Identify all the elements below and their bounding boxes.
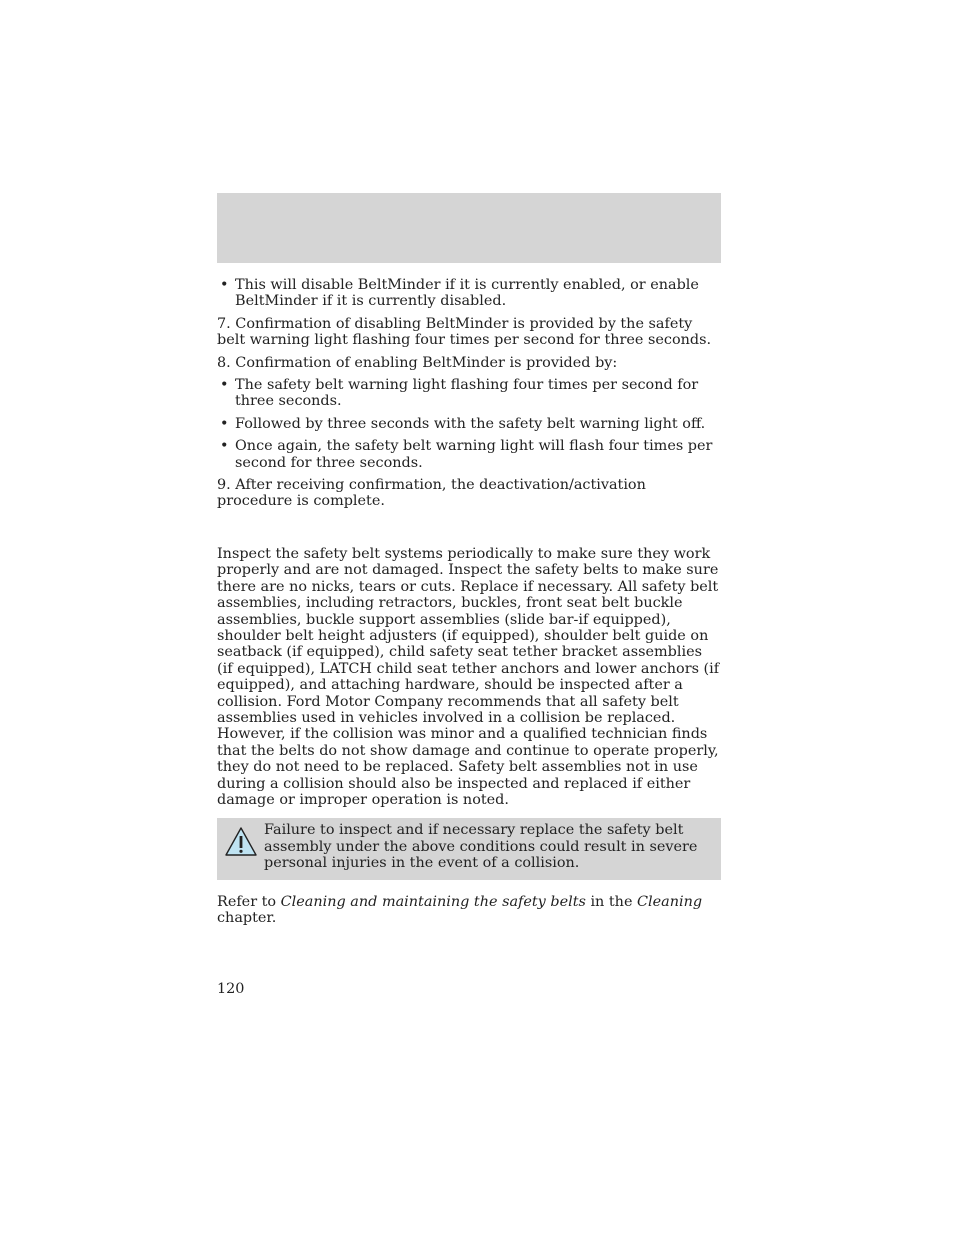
- refer-suffix: chapter.: [217, 910, 277, 926]
- step-7: 7. Confirmation of disabling BeltMinder is provided by the safety belt warning light flashing four times per second for three seconds.: [217, 315, 712, 349]
- refer-chapter-link: Cleaning: [637, 893, 703, 910]
- refer-section-link: Cleaning and maintaining the safety belts: [280, 893, 586, 910]
- header-band: [217, 193, 721, 263]
- page-content: [217, 277, 721, 926]
- bullet-item: • Once again, the safety belt warning light will flash four times per second for three seconds.: [217, 438, 721, 471]
- page-number: 120: [217, 981, 245, 997]
- step-8: 8. Confirmation of enabling BeltMinder is provided by:: [217, 354, 618, 371]
- step-9: 9. After receiving confirmation, the deactivation/activation procedure is complete.: [217, 477, 646, 510]
- warning-triangle-icon: [224, 826, 258, 858]
- inspect-paragraph: Inspect the safety belt systems periodically to make sure they work properly and are not damaged. Inspect the safety belts to make sure there are no nicks, tears or cuts. Replace if necessary. All safety belt assemblies, including retractors, buckles, front seat belt buckle assemblies, buckle support assemblies (slide bar-if equipped), shoulder belt height adjusters (if equipped), shoulder belt guide on seatback (if equipped), child safety seat tether bracket assemblies (if equipped), LATCH child seat tether anchors and lower anchors (if equipped), and attaching hardware, should be inspected after a collision. Ford Motor Company recommends that all safety belt assemblies used in vehicles involved in a collision be replaced. However, if the collision was minor and a qualified technician finds that the belts do not show damage and continue to operate properly, they do not need to be replaced. Safety belt assemblies not in use during a collision should also be inspected and replaced if either damage or improper operation is noted.: [217, 545, 720, 808]
- bullet-item: • This will disable BeltMinder if it is currently enabled, or enable BeltMinder if it is currently disabled.: [217, 277, 721, 310]
- refer-middle: in the: [585, 893, 638, 910]
- bullet-item: • Followed by three seconds with the safety belt warning light off.: [217, 416, 721, 432]
- refer-paragraph: [217, 894, 721, 927]
- warning-box: [217, 818, 721, 879]
- warning-text: Failure to inspect and if necessary replace the safety belt assembly under the above conditions could result in severe personal injuries in the event of a collision.: [264, 822, 698, 872]
- bullet-item: • The safety belt warning light flashing four times per second for three seconds.: [217, 377, 721, 410]
- refer-prefix: Refer to: [217, 893, 281, 910]
